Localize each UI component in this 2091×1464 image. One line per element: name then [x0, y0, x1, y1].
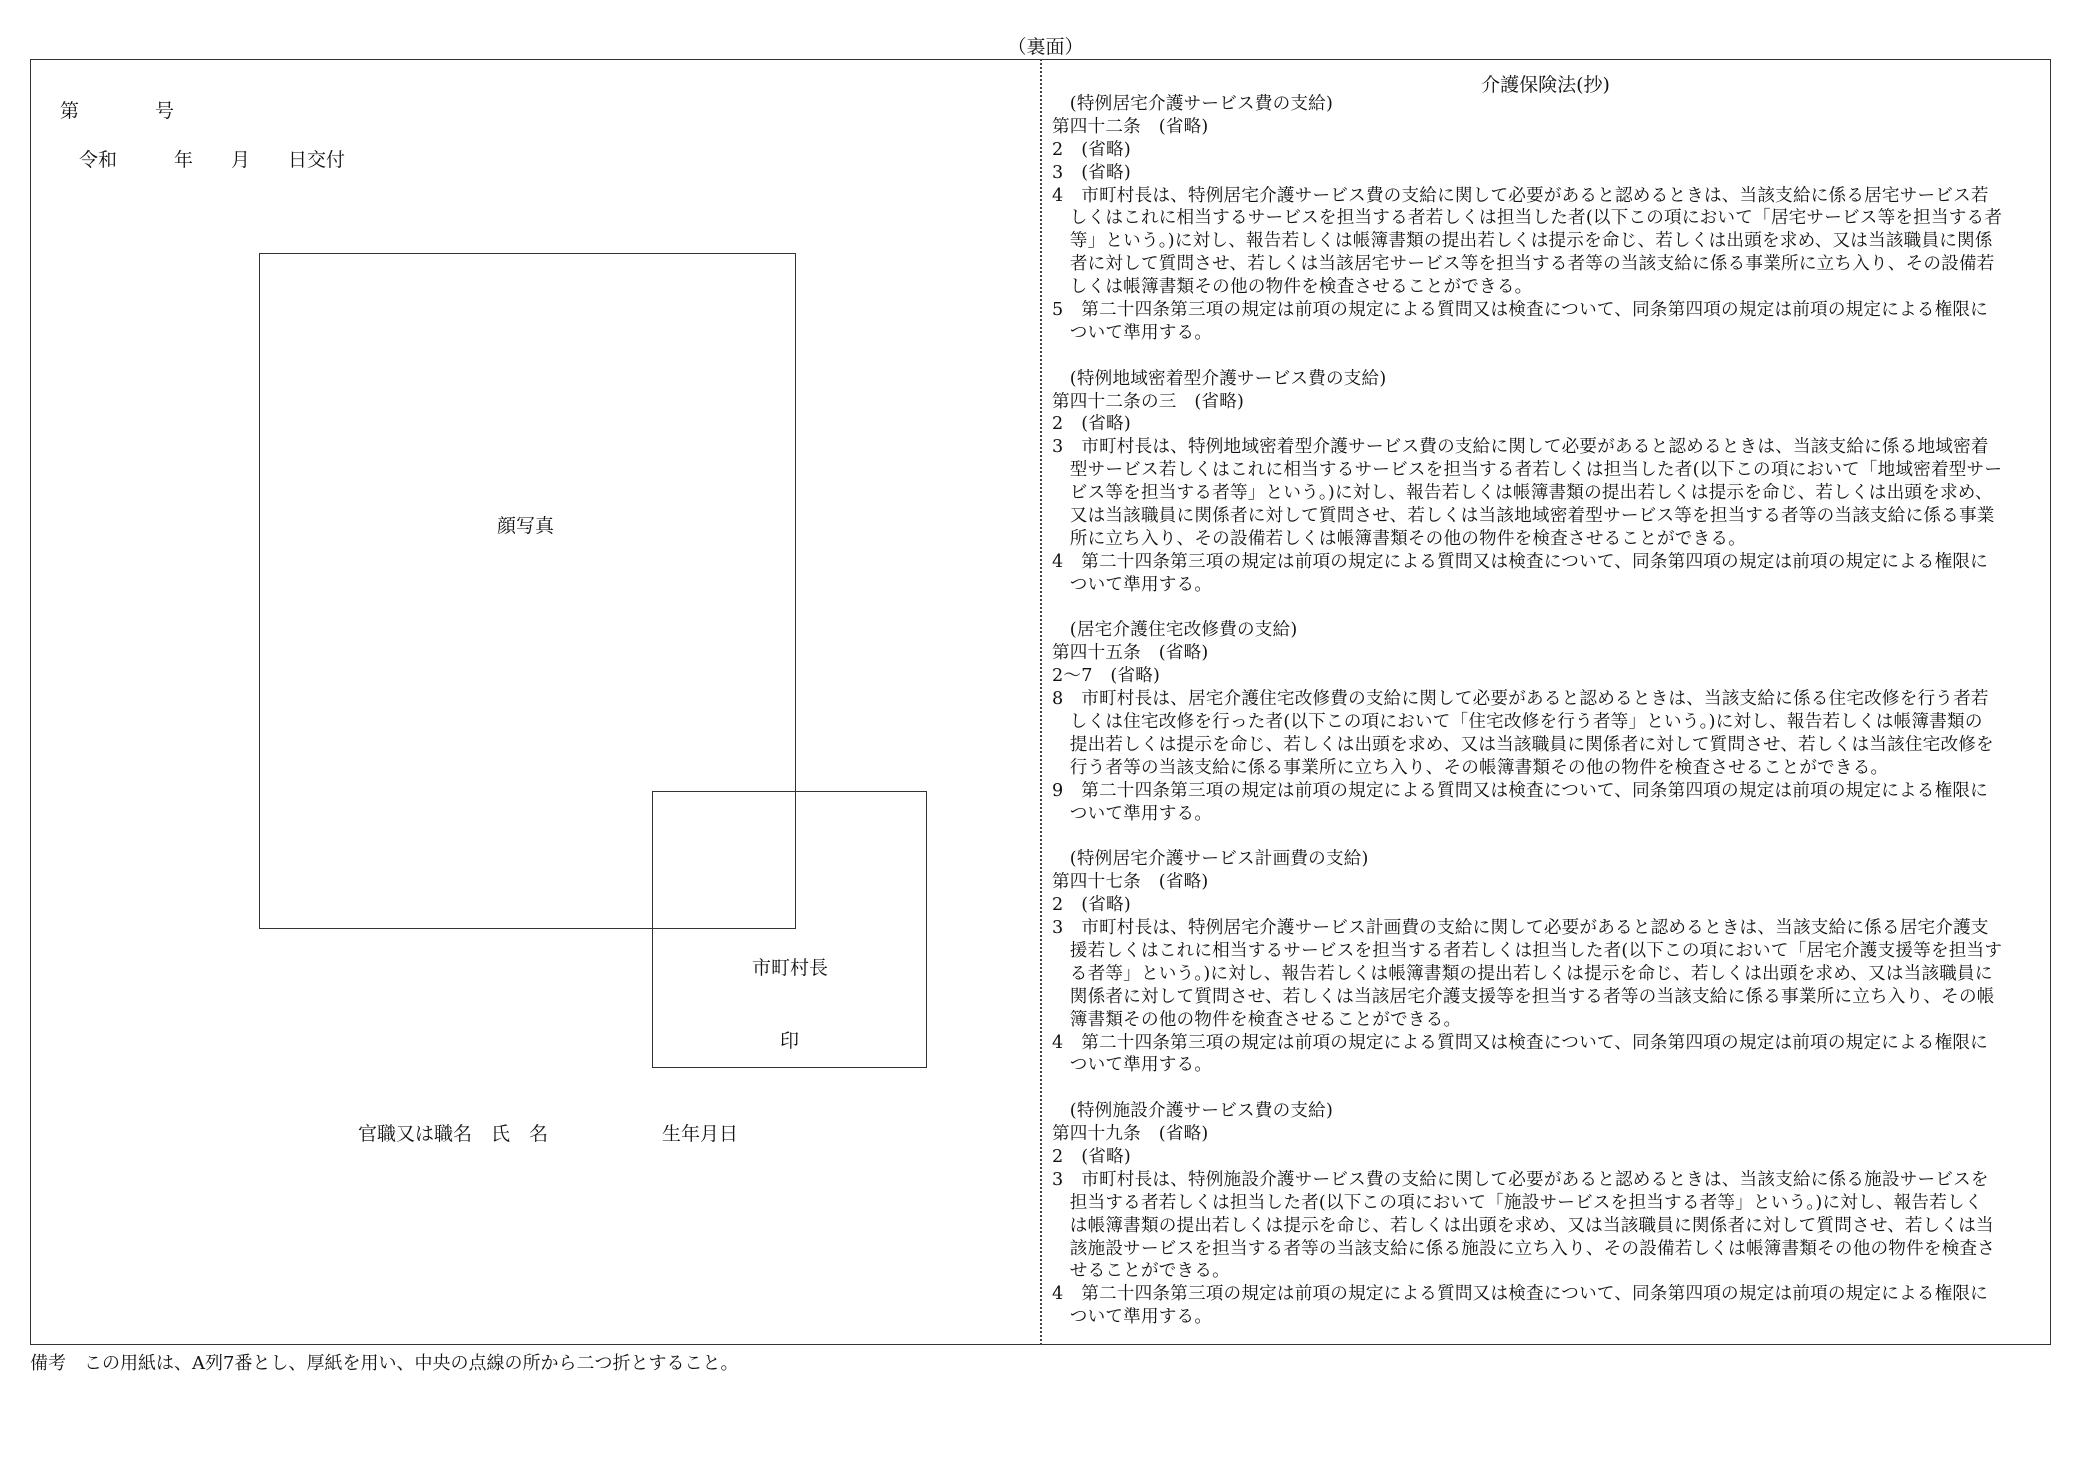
law-text-line: 4 第二十四条第三項の規定は前項の規定による質問又は検査について、同条第四項の規定は前項の規定による権限に	[1052, 1032, 1988, 1053]
law-text-line: ついて準用する。	[1052, 574, 1213, 595]
law-text-line: 又は当該職員に関係者に対して質問させ、若しくは当該地域密着型サービス等を担当する者等の当該支給に係る事業	[1052, 506, 1995, 527]
law-text-line: ついて準用する。	[1052, 803, 1213, 824]
law-text-line	[1052, 826, 2042, 849]
law-text-line: 型サービス若しくはこれに相当するサービスを担当する者若しくは担当した者(以下この項において「地域密着型サー	[1052, 460, 2003, 481]
law-text-line: 提出若しくは提示を命じ、若しくは出頭を求め、又は当該職員に関係者に対して質問させ、若しくは当該住宅改修を	[1052, 734, 1994, 755]
law-text-line: 簿書類その他の物件を検査させることができる。	[1052, 1009, 1462, 1030]
law-text-line: (居宅介護住宅改修費の支給)	[1052, 620, 1298, 641]
number-label: 第 号	[60, 100, 175, 122]
law-text-line: 3 市町村長は、特例地域密着型介護サービス費の支給に関して必要があると認めるときは、当該支給に係る地域密着	[1052, 437, 1989, 458]
law-text-line: は帳簿書類の提出若しくは提示を命じ、若しくは出頭を求め、又は当該職員に関係者に対して質問させ、若しくは当	[1052, 1215, 1994, 1236]
law-text-line: 所に立ち入り、その設備若しくは帳簿書類その他の物件を検査させることができる。	[1052, 528, 1746, 549]
law-text-line: (特例居宅介護サービス費の支給)	[1052, 94, 1334, 114]
law-text-line: 担当する者若しくは担当した者(以下この項において「施設サービスを担当する者等」という。)に対し、報告若しく	[1052, 1192, 1983, 1213]
law-text-line: 行う者等の当該支給に係る事業所に立ち入り、その帳簿書類その他の物件を検査させることができる。	[1052, 757, 1889, 778]
law-text-line: ついて準用する。	[1052, 1055, 1213, 1076]
law-text-line: ついて準用する。	[1052, 322, 1213, 343]
law-text-line: 8 市町村長は、居宅介護住宅改修費の支給に関して必要があると認めるときは、当該支給に係る住宅改修を行う者若	[1052, 689, 1989, 710]
law-text	[1052, 93, 2042, 1329]
law-text-line	[1052, 597, 2042, 620]
law-text-line: 等」という。)に対し、報告若しくは帳簿書類の提出若しくは提示を命じ、若しくは出頭を求め、又は当該職員に関係	[1052, 231, 1993, 252]
law-text-line: 第四十九条 (省略)	[1052, 1124, 1209, 1145]
law-text-line: 関係者に対して質問させ、若しくは当該居宅介護支援等を担当する者等の当該支給に係る事業所に立ち入り、その帳	[1052, 986, 1995, 1007]
law-text-line: 第四十二条の三 (省略)	[1052, 391, 1245, 412]
issue-date-label: 令和 年 月 日交付	[79, 149, 346, 171]
law-text-line: 4 第二十四条第三項の規定は前項の規定による質問又は検査について、同条第四項の規定は前項の規定による権限に	[1052, 1284, 1988, 1305]
law-text-line: 2 (省略)	[1052, 139, 1131, 160]
law-text-line: 第四十五条 (省略)	[1052, 643, 1209, 664]
mayor-label: 市町村長	[752, 957, 829, 979]
law-text-line: 第四十七条 (省略)	[1052, 872, 1209, 893]
law-text-line: ついて準用する。	[1052, 1307, 1213, 1328]
holder-fields-label: 官職又は職名 氏 名 生年月日	[358, 1123, 739, 1145]
law-text-line: しくはこれに相当するサービスを担当する者若しくは担当した者(以下この項において「居宅サービス等を担当する者	[1052, 208, 2003, 229]
law-text-line: 5 第二十四条第三項の規定は前項の規定による質問又は検査について、同条第四項の規定は前項の規定による権限に	[1052, 300, 1988, 321]
law-text-line: しくは住宅改修を行った者(以下この項において「住宅改修を行う者等」という。)に対し、報告若しくは帳簿書類の	[1052, 712, 1983, 733]
law-text-line: 3 市町村長は、特例居宅介護サービス計画費の支給に関して必要があると認めるときは、当該支給に係る居宅介護支	[1052, 918, 1989, 939]
law-text-line: 2～7 (省略)	[1052, 666, 1161, 687]
law-text-line: 該施設サービスを担当する者等の当該支給に係る施設に立ち入り、その設備若しくは帳簿書類その他の物件を検査さ	[1052, 1238, 1996, 1259]
law-text-line: しくは帳簿書類その他の物件を検査させることができる。	[1052, 277, 1533, 298]
law-text-line: 第四十二条 (省略)	[1052, 116, 1209, 137]
law-text-line: (特例居宅介護サービス計画費の支給)	[1052, 849, 1369, 870]
law-text-line: 4 市町村長は、特例居宅介護サービス費の支給に関して必要があると認めるときは、当該支給に係る居宅サービス若	[1052, 185, 1989, 206]
law-text-line: (特例地域密着型介護サービス費の支給)	[1052, 368, 1387, 389]
photo-label: 顔写真	[497, 515, 555, 537]
law-text-line: 2 (省略)	[1052, 414, 1131, 435]
law-text-line	[1052, 345, 2042, 368]
page-title: （裏面）	[1007, 36, 1084, 58]
law-text-line: 3 (省略)	[1052, 162, 1131, 183]
law-text-line: (特例施設介護サービス費の支給)	[1052, 1101, 1334, 1122]
law-text-line: 2 (省略)	[1052, 1146, 1131, 1167]
law-text-line: 援若しくはこれに相当するサービスを担当する者若しくは担当した者(以下この項において「居宅介護支援等を担当す	[1052, 940, 2003, 961]
law-text-line: ビス等を担当する者等」という。)に対し、報告若しくは帳簿書類の提出若しくは提示を命じ、若しくは出頭を求め、	[1052, 483, 1993, 504]
law-text-line	[1052, 1077, 2042, 1100]
law-text-line: 9 第二十四条第三項の規定は前項の規定による質問又は検査について、同条第四項の規定は前項の規定による権限に	[1052, 780, 1988, 801]
seal-label: 印	[780, 1030, 800, 1052]
law-text-line: 2 (省略)	[1052, 895, 1131, 916]
law-text-line: 3 市町村長は、特例施設介護サービス費の支給に関して必要があると認めるときは、当該支給に係る施設サービスを	[1052, 1169, 1989, 1190]
law-text-line: せることができる。	[1052, 1261, 1230, 1282]
law-text-line: る者等」という。)に対し、報告若しくは帳簿書類の提出若しくは提示を命じ、若しくは出頭を求め、又は当該職員に	[1052, 963, 1993, 984]
law-text-line: 者に対して質問させ、若しくは当該居宅サービス等を担当する者等の当該支給に係る事業所に立ち入り、その設備若	[1052, 254, 1995, 275]
law-title: 介護保険法(抄)	[1481, 74, 1610, 96]
law-text-line: 4 第二十四条第三項の規定は前項の規定による質問又は検査について、同条第四項の規定は前項の規定による権限に	[1052, 551, 1988, 572]
remark-note: 備考 この用紙は、A列7番とし、厚紙を用い、中央の点線の所から二つ折とすること。	[30, 1353, 739, 1374]
fold-line	[1040, 59, 1042, 1345]
